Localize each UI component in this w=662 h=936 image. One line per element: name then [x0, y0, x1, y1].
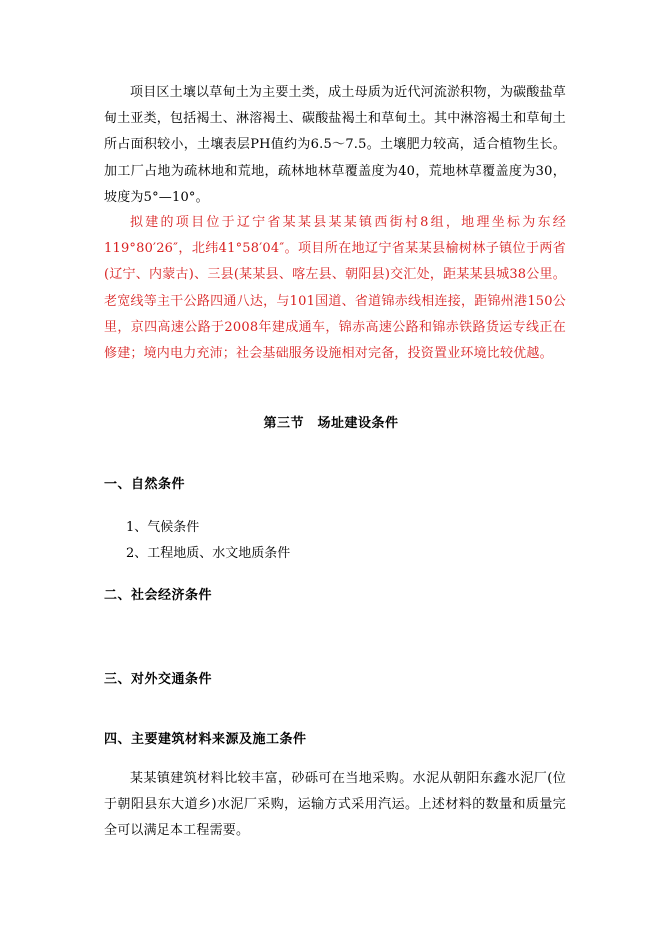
- soil-paragraph: 项目区土壤以草甸土为主要土类，成土母质为近代河流淤积物，为碳酸盐草甸土亚类，包括褐土、淋溶褐土、碳酸盐褐土和草甸土。其中淋溶褐土和草甸土所占面积较小，土壤表层PH值约为6.5～7.5。土壤肥力较高，适合植物生长。加工厂占地为疏林地和荒地，疏林地林草覆盖度为40，荒地林草覆盖度为30，坡度为5°—10°。: [104, 85, 567, 205]
- location-paragraph: 拟建的项目位于辽宁省某某县某某镇西街村8组，地理坐标为东经119°80′26″，北纬41°58′04″。项目所在地辽宁省某某县榆树林子镇位于两省(辽宁、内蒙古)、三县(某某县、喀左县、朝阳县)交汇处，距某某县城38公里。老宽线等主干公路四通八达，与101国道、省道锦赤线相连接，距锦州港150公里，京四高速公路于2008年建成通车，锦赤高速公路和锦赤铁路货运专线正在修建；境内电力充沛；社会基础服务设施相对完备，投资置业环境比较优越。: [104, 215, 566, 362]
- materials-paragraph: 某某镇建筑材料比较丰富，砂砾可在当地采购。水泥从朝阳东鑫水泥厂(位于朝阳县东大道乡)水泥厂采购，运输方式采用汽运。上述材料的数量和质量完全可以满足本工程需要。: [104, 771, 566, 839]
- heading-socioeconomic: 二、社会经济条件: [104, 588, 213, 603]
- heading-natural-conditions: 一、自然条件: [104, 477, 186, 492]
- heading-materials: 四、主要建筑材料来源及施工条件: [104, 732, 307, 747]
- heading-transport: 三、对外交通条件: [104, 672, 213, 687]
- subitem-climate: 1、气候条件: [126, 520, 200, 535]
- section-title: 第三节 场址建设条件: [263, 416, 399, 431]
- subitem-geology: 2、工程地质、水文地质条件: [126, 546, 291, 561]
